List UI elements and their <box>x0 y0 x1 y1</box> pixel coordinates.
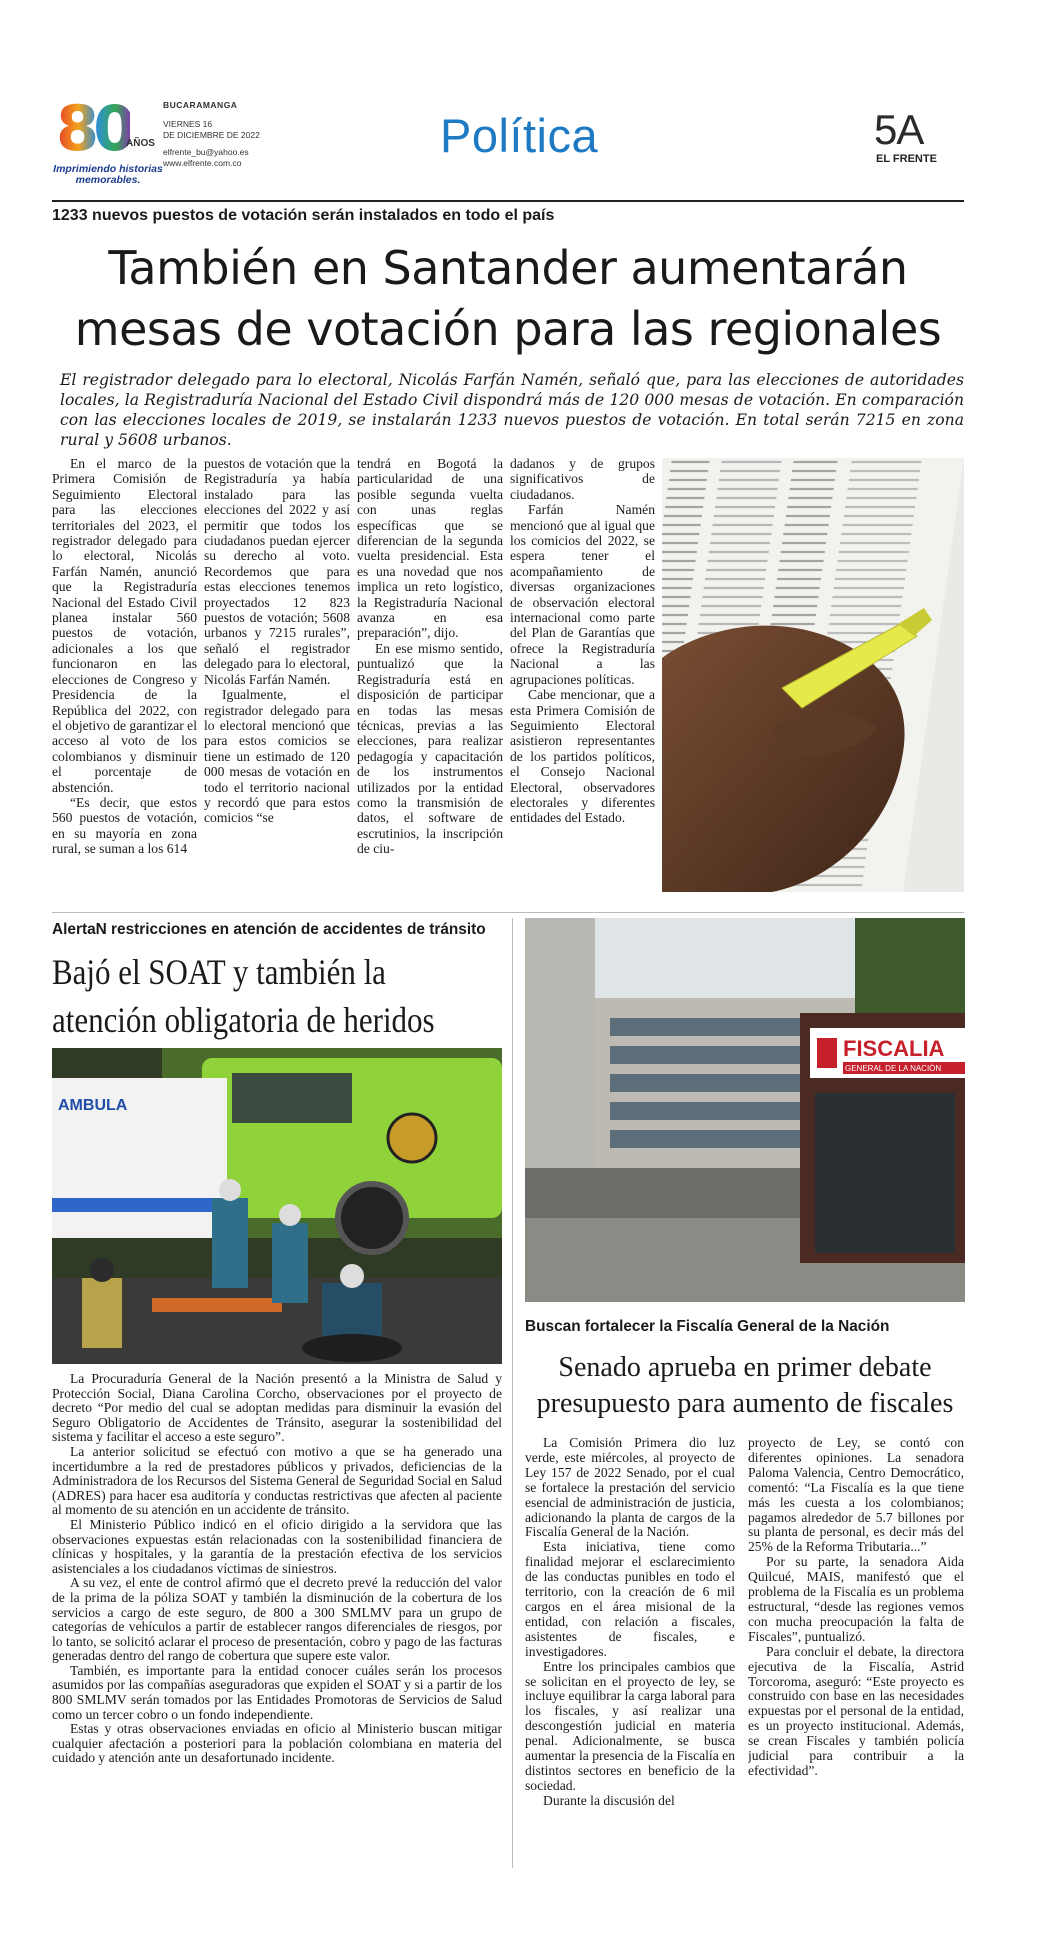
story1-headline <box>52 238 964 360</box>
logo-number: 80 <box>56 92 131 165</box>
paragraph: dadanos y de grupos significativos de ciudadanos. <box>510 456 655 502</box>
fiscalia-building-photo <box>525 918 965 1302</box>
paragraph: Farfán Namén mencionó que al igual que los comicios del 2022, se espera tener el acompañamiento de diversas organizaciones de observación electoral internacional como parte del Plan de Garantías que ofrece la Registraduría Nacional a las agrupaciones políticas. <box>510 502 655 687</box>
paragraph: Esta iniciativa, tiene como finalidad mejorar el esclarecimiento de las conductas punibles en todo el territorio, con la creación de 6 mil cargos en el área misional de la entidad, con relación a fiscales, asistentes de fiscales, e investigadores. <box>525 1539 735 1659</box>
day: VIERNES 16 <box>163 119 213 129</box>
accident-scene-photo <box>52 1048 502 1364</box>
story3-column-2 <box>748 1436 964 1876</box>
story2-headline <box>52 948 523 1044</box>
paragraph: Entre los principales cambios que se solicitan en el proyecto de ley, se incluye equilibrar la carga laboral para los fiscales, y así realizar una descongestión judicial en materia penal. Adicionalmente, se busca aumentar la presencia de la Fiscalía en distintos sectores en beneficio de la sociedad. <box>525 1658 735 1793</box>
story3-kicker: Buscan fortalecer la Fiscalía General de la Nación <box>525 1318 890 1335</box>
paragraph: Durante la discusión del <box>543 1792 675 1808</box>
paragraph: La anterior solicitud se efectuó con motivo a que se ha generado una incertidumbre a la red de prestadores públicos y privados, deficiencias de la Administradora de los Recursos del Sistema General de Seguridad Social en Salud (ADRES) para hacer esa auditoría y conductas restrictivas que afecten al paciente al momento de su atención en un accidente de tránsito. <box>52 1443 502 1518</box>
paragraph: Estas y otras observaciones enviadas en oficio al Ministerio buscan mitigar cualquier afectación a posteriori para la población colombiana en materia del cuidado y atención ante un desafortunado incidente. <box>52 1721 502 1766</box>
page-number: 5A <box>874 106 924 153</box>
brand-name: EL FRENTE <box>876 153 937 165</box>
section-title: Política <box>440 109 599 162</box>
paragraph: La Procuraduría General de la Nación presentó a la Ministra de Salud y Protección Social, Diana Carolina Corcho, observaciones por el proyecto de decreto “Por medio del cual se adoptan medidas para disminuir la evasión del Seguro Obligatorio de Accidentes de Tránsito, asegurar la sostenibilidad del sistema y facilitar el acceso a este seguro”. <box>52 1372 502 1445</box>
paragraph: Por su parte, la senadora Aida Quilcué, MAIS, manifestó que el problema de la Fiscalía es un problema estructural, “desde las regiones vemos con mucha preocupación la falta de Fiscales”, puntualizó. <box>748 1554 964 1644</box>
logo-years: AÑOS <box>126 138 155 149</box>
paragraph: También, es importante para la entidad conocer cuáles serán los procesos asumidos por las compañías aseguradoras que expiden el SOAT y si a partir de los 800 SMLMV serán tomados por las Entidades Promotoras de Servicios de Salud como un tercer cobro o un fondo independiente. <box>52 1662 502 1722</box>
story1-column-3 <box>357 456 503 888</box>
paragraph: A su vez, el ente de control afirmó que el decreto prevé la reducción del valor de la prima de la póliza SOAT y también la disminución de la cobertura de los servicios a cargo de este seguro, de 800 a 300 SMLMV para un grupo de categorías de vehículos a partir de establecer rangos diferenciales de riesgos, por lo tanto, se solicitó aclarar el proceso de presentación, cobro y pago de las facturas generadas dentro del rango de cobertura que supere este valor. <box>52 1575 502 1664</box>
story3-headline-line1: Senado aprueba en primer debate <box>558 1352 932 1383</box>
paragraph: “Es decir, que estos 560 puestos de votación, en su mayoría en zona rural, se suman a los 614 <box>52 794 197 857</box>
paragraph: En ese mismo sentido, puntualizó que la Registraduría está en disposición de participar en todas las mesas técnicas, previas a las elecciones, para realizar pedagogía y capacitación de los instrumentos utilizados por la entidad como la transmisión de datos, el software de escrutinios, la inscripción de ciu- <box>357 640 503 857</box>
ambulance-label: AMBULA <box>58 1097 128 1114</box>
paragraph: Igualmente, el registrador delegado para lo electoral mencionó que para estos comicios se tiene un estimado de 120 000 mesas de votación en todo el territorio nacional y recordó que para estos comicios “se <box>204 687 350 826</box>
paragraph: Cabe mencionar, que a esta Primera Comisión de Seguimiento Electoral asistieron representantes de los partidos políticos, el Consejo Nacional Electoral, observadores electorales y diferentes entidades del Estado. <box>510 687 655 826</box>
masthead-rule <box>52 200 964 202</box>
anniversary-logo <box>52 92 164 194</box>
section-divider <box>52 912 964 913</box>
story1-headline-line1: También en Santander aumentarán <box>108 241 908 295</box>
story3-column-1 <box>525 1436 735 1876</box>
paragraph: tendrá en Bogotá la particularidad de una posible segunda vuelta con unas reglas específicas que se diferencian de la segunda vuelta presidencial. Esta es una novedad que nos implica un reto logístico, la Registraduría Nacional avanza en esa preparación”, dijo. <box>357 456 503 641</box>
story3-headline <box>525 1350 965 1422</box>
story1-column-4 <box>510 456 655 888</box>
fiscalia-sign-subtitle: GENERAL DE LA NACIÓN <box>845 1064 942 1073</box>
story2-headline-line1: Bajó el SOAT y también la <box>52 952 386 992</box>
fiscalia-sign-title: FISCALIA <box>843 1036 945 1061</box>
masthead-meta <box>163 100 260 169</box>
paragraph: puestos de votación que la Registraduría ya había instalado para las elecciones del 2022 y así permitir que todos los ciudadanos puedan ejercer su derecho al voto. Recordemos que para estas elecciones tenemos proyectados 12 823 puestos de votación; 5608 urbanos y 7215 rurales”, señaló el registrador delegado para lo electoral, Nicolás Farfán Namén. <box>204 456 350 687</box>
story1-kicker: 1233 nuevos puestos de votación serán instalados en todo el país <box>52 207 555 224</box>
story1-column-2 <box>204 456 350 888</box>
email[interactable]: elfrente_bu@yahoo.es <box>163 147 249 157</box>
voter-list-photo <box>662 458 964 892</box>
paragraph: proyecto de Ley, se contó con diferentes opiniones. La senadora Paloma Valencia, Centro Democrático, comentó: “La Fiscalía es la que tiene más les cuesta a los colombianos; pagamos alrededor de 5.7 billones por su planta de personal, es decir más del 25% de la Reforma Tributaria...” <box>748 1436 964 1555</box>
paragraph: El Ministerio Público indicó en el oficio dirigido a la servidora que las observaciones expuestas están relacionadas con la sostenibilidad financiera de clínicas y hospitales, y la garantía de la prestación efectiva de los servicios asistenciales a los ciudadanos víctimas de siniestros. <box>52 1516 502 1576</box>
column-divider <box>512 918 513 1868</box>
fiscalia-building-illustration <box>525 918 965 1302</box>
date: DE DICIEMBRE DE 2022 <box>163 130 260 140</box>
website[interactable]: www.elfrente.com.co <box>163 158 242 168</box>
story1-headline-line2: mesas de votación para las regionales <box>74 302 942 356</box>
story2-kicker: AlertaN restricciones en atención de accidentes de tránsito <box>52 921 486 938</box>
paragraph: En el marco de la Primera Comisión de Seguimiento Electoral para las elecciones territoriales del 2023, el registrador delegado para lo electoral, Nicolás Farfán Namén, anunció que la Registraduría Nacional del Estado Civil planea instalar 560 puestos de votación, adicionales a los que funcionaron en las elecciones de Congreso y Presidencia de la República del 2022, con el objetivo de garantizar el acceso al voto de los colombianos y disminuir el porcentaje de abstención. <box>52 456 197 795</box>
logo-tagline: Imprimiendo historias memorables. <box>53 163 163 186</box>
story1-lead: El registrador delegado para lo electoral, Nicolás Farfán Namén, señaló que, para las elecciones de autoridades locales, la Registraduría Nacional del Estado Civil dispondrá más de 120 000 mesas de votación. En comparación con las elecciones locales de 2019, se instalarán 1233 nuevos puestos de votación. En total serán 7215 en zona rural y 5608 urbanos. <box>60 371 964 449</box>
paragraph: La Comisión Primera dio luz verde, este miércoles, al proyecto de Ley 157 de 2022 Senado, por el cual se fortalece la prestación del servicio esencial de administración de justicia, adicionando la planta de cargos de la Fiscalía General de la Nación. <box>525 1436 735 1540</box>
ambulance-scene-illustration <box>52 1048 502 1364</box>
story1-column-1 <box>52 456 197 888</box>
story2-body <box>52 1372 502 1872</box>
paragraph: Para concluir el debate, la directora ejecutiva de la Fiscalía, Astrid Torcoroma, aseguró: “Este proyecto es construido con base en las necesidades expuestas por el personal de la entidad, es un proyecto institucional. Además, se crean Fiscales y también policía judicial para contribuir a la efectividad”. <box>748 1643 964 1778</box>
story2-headline-line2: atención obligatoria de heridos <box>52 1000 435 1040</box>
story3-headline-line2: presupuesto para aumento de fiscales <box>536 1388 954 1419</box>
city: BUCARAMANGA <box>163 100 238 110</box>
highlighter-hand-illustration <box>662 458 964 892</box>
